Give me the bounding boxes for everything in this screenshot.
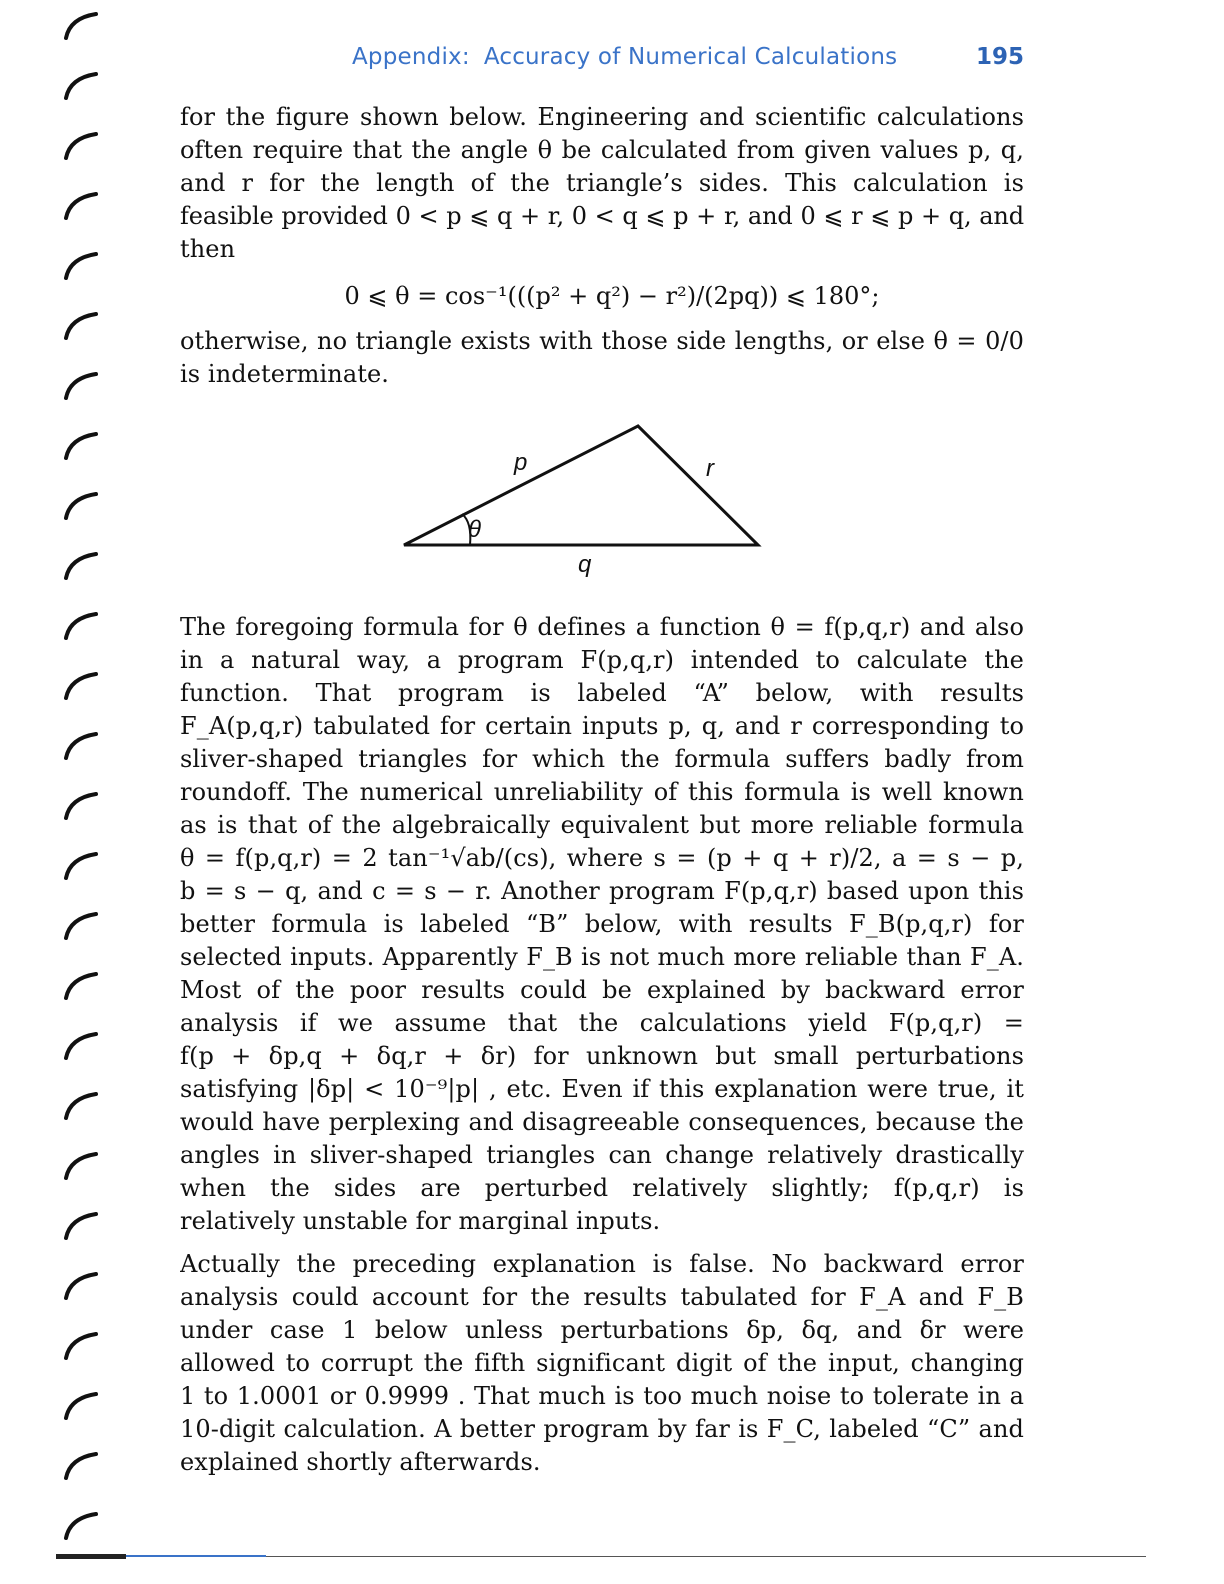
running-title	[352, 44, 911, 70]
text-line: 10-digit calculation. A better program by far is F_C, labeled “C” and	[180, 1415, 1024, 1443]
paragraph-1	[180, 101, 1024, 266]
text-line: allowed to corrupt the fifth significant digit of the input, changing	[180, 1349, 1024, 1377]
text-line: in a natural way, a program F(p,q,r) intended to calculate the	[180, 646, 1024, 674]
text-line: Actually the preceding explanation is false. No backward error	[180, 1250, 1024, 1278]
label-q: q	[578, 551, 592, 578]
footer-rule	[56, 1552, 1156, 1562]
text-line: relatively unstable for marginal inputs.	[180, 1207, 661, 1235]
text-line: feasible provided 0 < p ⩽ q + r, 0 < q ⩽ p + r, and 0 ⩽ r ⩽ p + q, and	[180, 202, 1024, 230]
section-label: Appendix:	[352, 44, 470, 70]
text-line: often require that the angle θ be calculated from given values p, q,	[180, 136, 1024, 164]
chapter-title: Accuracy of Numerical Calculations	[483, 44, 898, 70]
spiral-binding	[52, 0, 112, 1584]
text-line: F_A(p,q,r) tabulated for certain inputs p, q, and r corresponding to	[180, 712, 1024, 740]
text-line: explained shortly afterwards.	[180, 1448, 541, 1476]
text-line: under case 1 below unless perturbations δp, δq, and δr were	[180, 1316, 1024, 1344]
label-r: r	[706, 455, 714, 482]
text-line: when the sides are perturbed relatively slightly; f(p,q,r) is	[180, 1174, 1024, 1202]
text-line: would have perplexing and disagreeable consequences, because the	[180, 1108, 1024, 1136]
page-number: 195	[975, 44, 1024, 70]
text-line: then	[180, 235, 236, 263]
text-line: selected inputs. Apparently F_B is not much more reliable than F_A.	[180, 943, 1024, 971]
page-header	[352, 44, 1024, 78]
triangle-shape	[404, 426, 758, 545]
text-line: θ = f(p,q,r) = 2 tan⁻¹√ab/(cs), where s = (p + q + r)/2, a = s − p,	[180, 844, 1024, 872]
text-line: function. That program is labeled “A” below, with results	[180, 679, 1024, 707]
paragraph-function	[180, 611, 1024, 1238]
text-line: and r for the length of the triangle’s sides. This calculation is	[180, 169, 1024, 197]
text-line: f(p + δp,q + δq,r + δr) for unknown but small perturbations	[180, 1042, 1024, 1070]
text-line: The foregoing formula for θ defines a function θ = f(p,q,r) and also	[180, 613, 1024, 641]
text-line: better formula is labeled “B” below, with results F_B(p,q,r) for	[180, 910, 1024, 938]
text-line: 1 to 1.0001 or 0.9999 . That much is too much noise to tolerate in a	[180, 1382, 1024, 1410]
text-line: analysis could account for the results tabulated for F_A and F_B	[180, 1283, 1024, 1311]
text-line: satisfying |δp| < 10⁻⁹|p| , etc. Even if this explanation were true, it	[180, 1075, 1024, 1103]
label-theta: θ	[468, 516, 482, 543]
paragraph-otherwise	[180, 325, 1024, 391]
paragraph-3	[180, 611, 1024, 1238]
display-formula: 0 ⩽ θ = cos⁻¹(((p² + q²) − r²)/(2pq)) ⩽ 180°;	[344, 282, 880, 310]
paragraph-actually	[180, 1248, 1024, 1479]
text-line: analysis if we assume that the calculations yield F(p,q,r) =	[180, 1009, 1024, 1037]
paragraph-2	[180, 325, 1024, 391]
text-line: roundoff. The numerical unreliability of this formula is well known	[180, 778, 1024, 806]
text-line: as is that of the algebraically equivalent but more reliable formula	[180, 811, 1024, 839]
text-line: Most of the poor results could be explained by backward error	[180, 976, 1024, 1004]
text-line: otherwise, no triangle exists with those side lengths, or else θ = 0/0	[180, 327, 1024, 355]
text-line: angles in sliver-shaped triangles can change relatively drastically	[180, 1141, 1024, 1169]
paragraph-4	[180, 1248, 1024, 1479]
text-line: for the figure shown below. Engineering and scientific calculations	[180, 103, 1024, 131]
label-p: p	[514, 449, 528, 476]
text-line: b = s − q, and c = s − r. Another program F(p,q,r) based upon this	[180, 877, 1024, 905]
triangle-figure	[400, 420, 764, 580]
text-line: sliver-shaped triangles for which the formula suffers badly from	[180, 745, 1024, 773]
paragraph-intro	[180, 101, 1024, 266]
text-line: is indeterminate.	[180, 360, 390, 388]
